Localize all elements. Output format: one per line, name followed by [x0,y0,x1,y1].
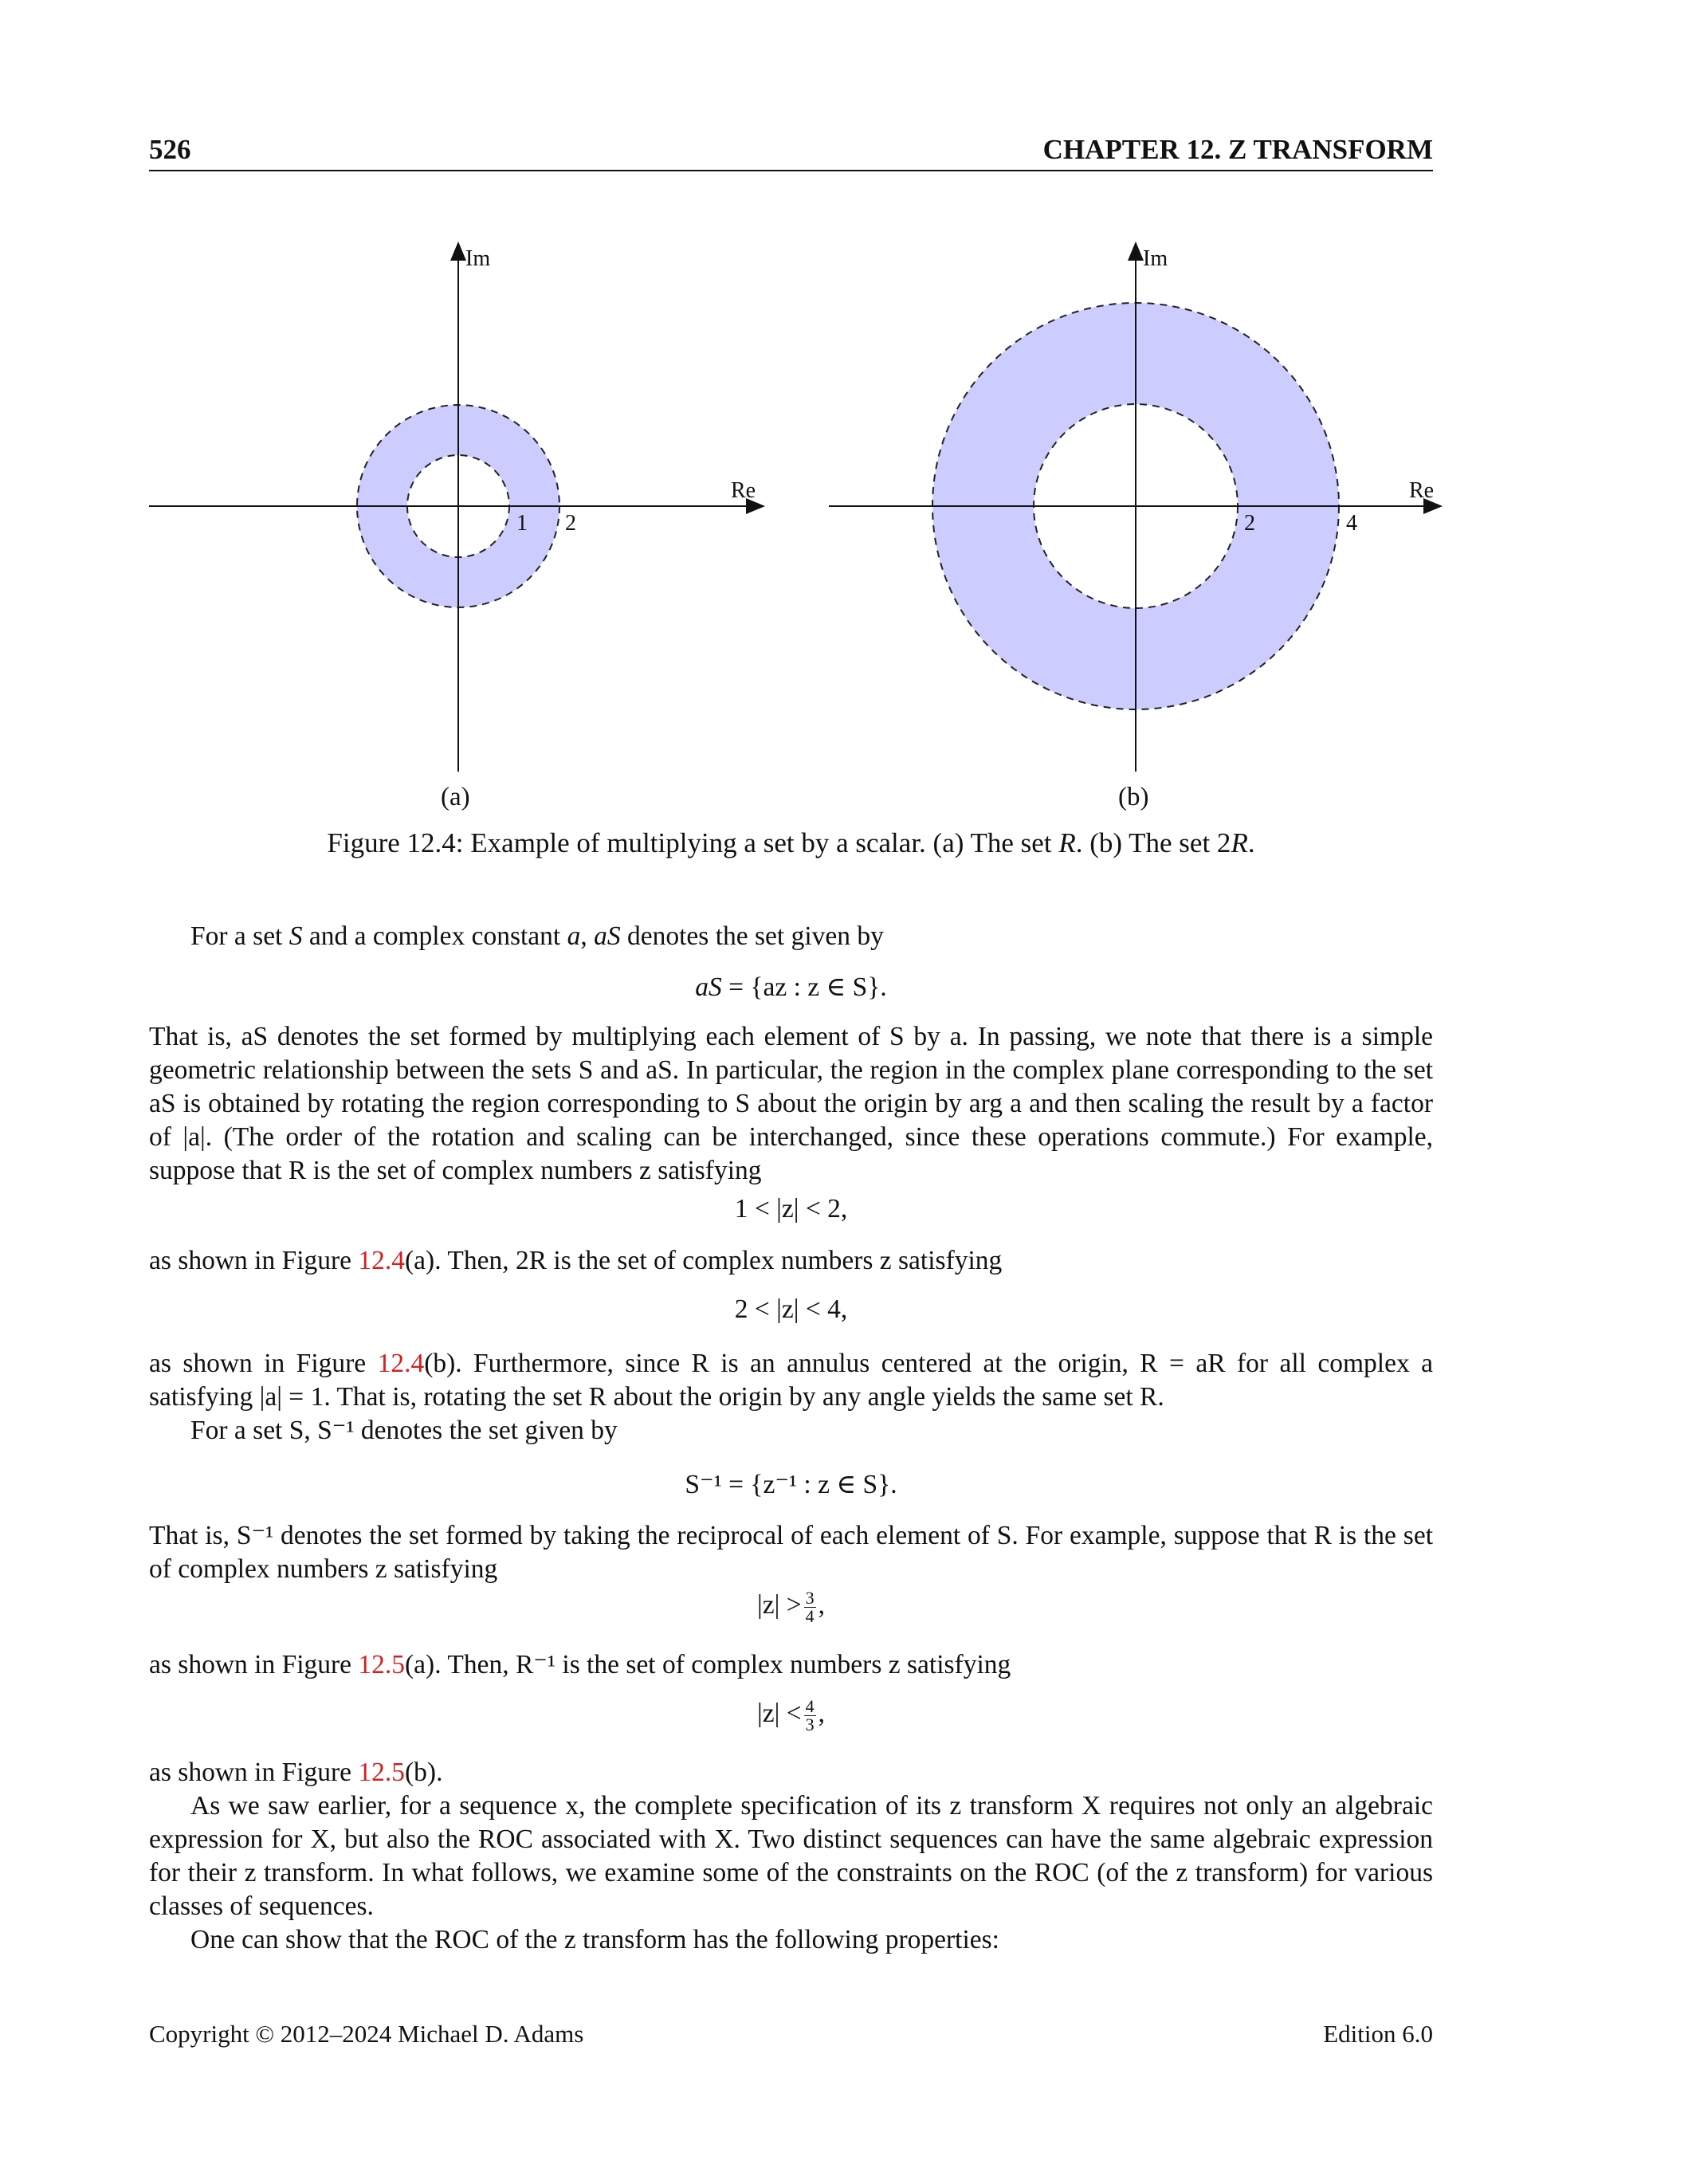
paragraph-5: For a set S, S⁻¹ denotes the set given by [190,1416,618,1445]
paragraph-7: as shown in Figure 12.5(a). Then, R⁻¹ is the set of complex numbers z satisfying [149,1650,1011,1679]
figure-12-4 [0,0,1688,829]
panel-label-b: (b) [1118,783,1149,811]
footer-copyright: Copyright © 2012–2024 Michael D. Adams [149,2020,584,2048]
fraction-4-3: $\frac{4}{3}$ [805,1696,815,1734]
im-label-a: Im [465,246,491,271]
im-label-b: Im [1143,246,1168,271]
tick-label-a-outer: 2 [565,511,576,536]
figure-ref-12-5b[interactable]: 12.5 [358,1758,406,1787]
paragraph-6: That is, S⁻¹ denotes the set formed by taking the reciprocal of each element of S. For example, suppose that R is the set of complex numbers z satisfying [149,1521,1433,1584]
equation-inverse: S⁻¹ = {z⁻¹ : z ∈ S}. [685,1470,897,1499]
panel-label-a: (a) [441,783,470,811]
tick-label-a-inner: 1 [516,511,528,536]
paragraph-9: As we saw earlier, for a sequence x, the complete specification of its z transform X requires not only an algebraic expression for X, but also the ROC associated with X. Two distinct sequences can have the same algebraic expression for their z transform. In what follows, we examine some of the constraints on the ROC (of the z transform) for various classes of sequences. [149,1791,1433,1921]
equation-r: 1 < |z| < 2, [734,1194,848,1224]
figure-ref-12-5a[interactable]: 12.5 [358,1650,406,1679]
paragraph-3: as shown in Figure 12.4(a). Then, 2R is the set of complex numbers z satisfying [149,1246,1003,1275]
tick-label-b-inner: 2 [1244,511,1255,536]
paragraph-2: That is, aS denotes the set formed by multiplying each element of S by a. In passing, we note that there is a simple geometric relationship between the sets S and aS. In particular, the region in the complex plane corresponding to the set aS is obtained by rotating the region corresponding to S about the origin by arg a and then scaling the result by a factor of |a|. (The order of the rotation and scaling can be interchanged, since these operations commute.) For example, suppose that R is the set of complex numbers z satisfying [149,1022,1433,1185]
paragraph-4: as shown in Figure 12.4(b). Furthermore, since R is an annulus centered at the origin, R = aR for all complex a satisfying |a| = 1. That is, rotating the set R about the origin by any angle yields the same set R. [149,1349,1433,1412]
equation-as: aS = {az : z ∈ S}. [695,972,887,1002]
equation-z-lt: |z| < $\frac{4}{3}$ , [757,1696,825,1734]
tick-label-b-outer: 4 [1346,511,1357,536]
re-label-b: Re [1409,478,1435,503]
figure-ref-12-4a[interactable]: 12.4 [358,1246,406,1275]
paragraph-1: For a set S and a complex constant a, aS denotes the set given by [190,921,884,951]
paragraph-10: One can show that the ROC of the z transform has the following properties: [190,1925,999,1954]
paragraph-8: as shown in Figure 12.5(b). [149,1758,443,1787]
panel-a [149,243,764,811]
chapter-title: CHAPTER 12. Z TRANSFORM [1042,134,1433,165]
page-number: 526 [149,134,191,165]
figure-ref-12-4b[interactable]: 12.4 [377,1349,425,1378]
equation-2r: 2 < |z| < 4, [734,1294,848,1324]
re-label-a: Re [731,478,756,503]
equation-z-gt: |z| > $\frac{3}{4}$ , [757,1588,825,1626]
panel-b [829,243,1441,811]
figure-caption: Figure 12.4: Example of multiplying a set by a scalar. (a) The set R. (b) The set 2R. [327,827,1255,858]
fraction-3-4: $\frac{3}{4}$ [805,1588,815,1626]
footer-edition: Edition 6.0 [1323,2020,1433,2048]
